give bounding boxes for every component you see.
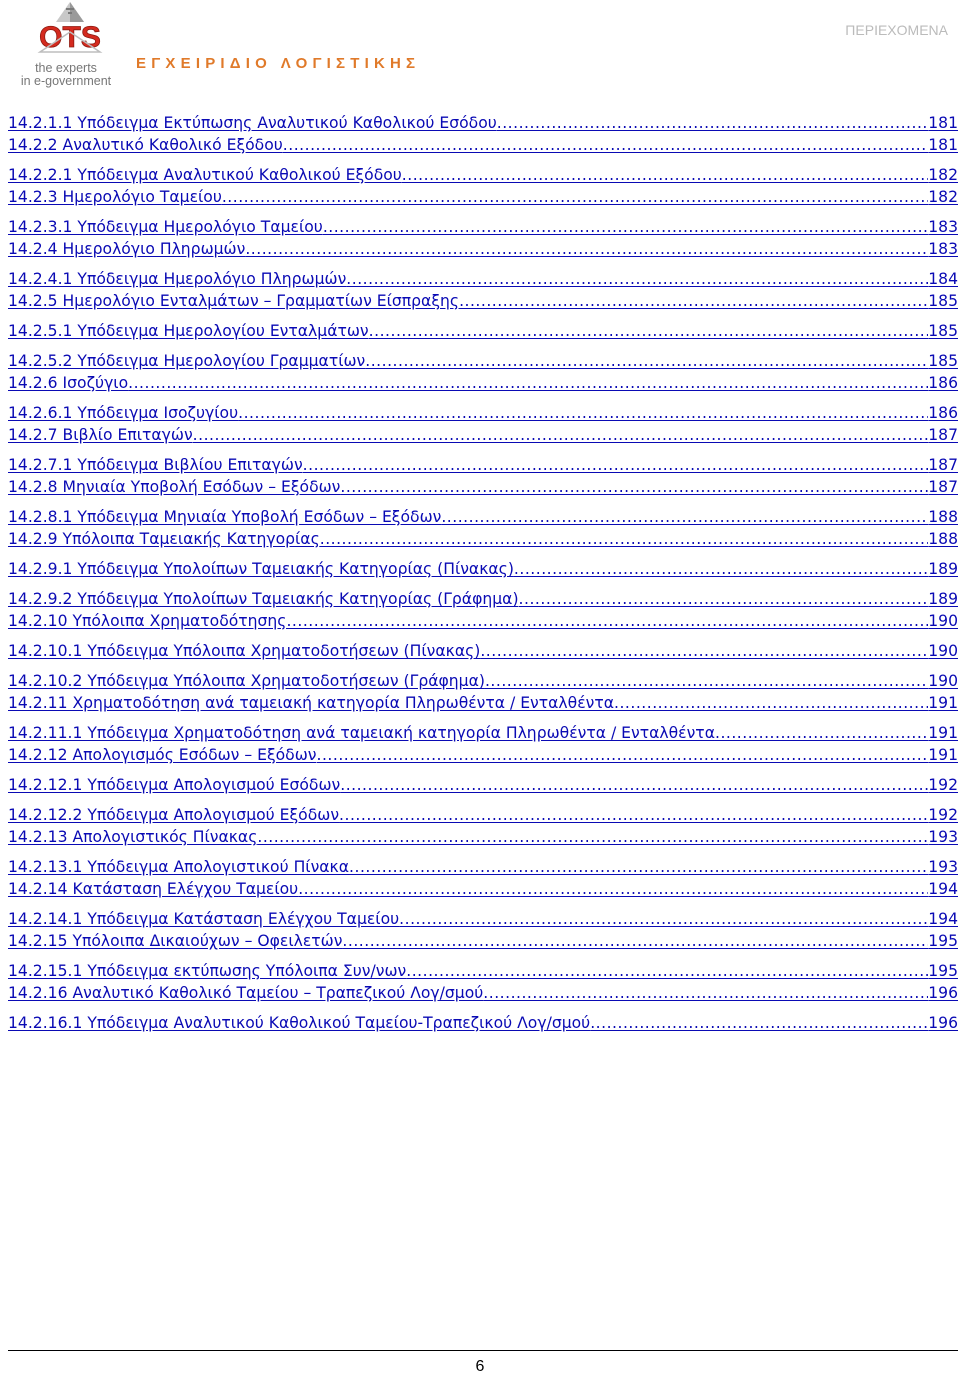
toc-entry-page: 185 <box>928 322 958 340</box>
toc-entry[interactable] <box>8 641 958 661</box>
toc-entry[interactable] <box>8 909 958 929</box>
toc-dot-leader <box>303 455 929 475</box>
toc-entry-title: 14.2.16 Αναλυτικό Καθολικό Ταμείου – Τραπεζικού Λογ/σμού <box>8 984 484 1002</box>
toc-dot-leader <box>519 589 929 609</box>
toc-entry[interactable] <box>8 351 958 371</box>
toc-entry[interactable] <box>8 805 958 825</box>
toc-entry[interactable] <box>8 857 958 877</box>
logo-tagline-line-1: the experts <box>35 61 97 75</box>
toc-entry[interactable] <box>8 477 958 497</box>
toc-entry-title: 14.2.2.1 Υπόδειγμα Αναλυτικού Καθολικού Εξόδου <box>8 166 402 184</box>
toc-entry-title: 14.2.12.1 Υπόδειγμα Απολογισμού Εσόδων <box>8 776 341 794</box>
toc-entry-title: 14.2.12.2 Υπόδειγμα Απολογισμού Εξόδων <box>8 806 340 824</box>
toc-entry[interactable] <box>8 455 958 475</box>
toc-entry-title: 14.2.13 Απολογιστικός Πίνακας <box>8 828 258 846</box>
toc-dot-leader <box>614 693 928 713</box>
toc-dot-leader <box>286 611 928 631</box>
toc-entry[interactable] <box>8 827 958 847</box>
toc-entry-page: 184 <box>928 270 958 288</box>
toc-entry-title: 14.2.14 Κατάσταση Ελέγχου Ταμείου <box>8 880 299 898</box>
toc-entry[interactable] <box>8 403 958 423</box>
toc-entry-title: 14.2.4 Ημερολόγιο Πληρωμών <box>8 240 246 258</box>
toc-entry[interactable] <box>8 135 958 155</box>
toc-entry-page: 186 <box>928 374 958 392</box>
toc-entry[interactable] <box>8 723 958 743</box>
toc-entry-title: 14.2.3.1 Υπόδειγμα Ημερολόγιο Ταμείου <box>8 218 323 236</box>
toc-entry-title: 14.2.14.1 Υπόδειγμα Κατάσταση Ελέγχου Ταμείου <box>8 910 400 928</box>
logo-wordmark: OTS <box>39 21 101 54</box>
toc-entry-page: 188 <box>928 508 958 526</box>
toc-entry-title: 14.2.2 Αναλυτικό Καθολικό Εξόδου <box>8 136 283 154</box>
toc-entry-page: 182 <box>928 166 958 184</box>
logo-tagline <box>2 62 130 88</box>
toc-dot-leader <box>317 745 929 765</box>
toc-entry-title: 14.2.7 Βιβλίο Επιταγών <box>8 426 193 444</box>
toc-entry-page: 190 <box>928 642 958 660</box>
toc-entry-page: 191 <box>928 724 958 742</box>
toc-dot-leader <box>257 827 928 847</box>
toc-entry-title: 14.2.11.1 Υπόδειγμα Χρηματοδότηση ανά ταμειακή κατηγορία Πληρωθέντα / Ενταλθέντα <box>8 724 715 742</box>
toc-dot-leader <box>339 805 928 825</box>
toc-dot-leader <box>399 909 928 929</box>
document-title: ΕΓΧΕΙΡΙΔΙΟ ΛΟΓΙΣΤΙΚΗΣ <box>136 55 421 72</box>
toc-entry-title: 14.2.15 Υπόλοιπα Δικαιούχων – Οφειλετών <box>8 932 343 950</box>
toc-entry[interactable] <box>8 931 958 951</box>
toc-entry-title: 14.2.13.1 Υπόδειγμα Απολογιστικού Πίνακα <box>8 858 350 876</box>
toc-entry[interactable] <box>8 775 958 795</box>
toc-entry-page: 181 <box>928 136 958 154</box>
toc-entry-page: 192 <box>928 806 958 824</box>
toc-entry-page: 193 <box>928 828 958 846</box>
toc-dot-leader <box>365 351 928 371</box>
toc-dot-leader <box>459 291 928 311</box>
toc-entry-title: 14.2.10.1 Υπόδειγμα Υπόλοιπα Χρηματοδοτήσεων (Πίνακας) <box>8 642 481 660</box>
page-header <box>0 0 960 95</box>
toc-entry-page: 185 <box>928 292 958 310</box>
toc-entry[interactable] <box>8 879 958 899</box>
toc-entry-page: 190 <box>928 612 958 630</box>
toc-dot-leader <box>349 857 928 877</box>
toc-entry-title: 14.2.1.1 Υπόδειγμα Εκτύπωσης Αναλυτικού Καθολικού Εσόδου <box>8 114 497 132</box>
toc-dot-leader <box>514 559 928 579</box>
toc-entry-page: 193 <box>928 858 958 876</box>
toc-entry[interactable] <box>8 187 958 207</box>
toc-entry-title: 14.2.6.1 Υπόδειγμα Ισοζυγίου <box>8 404 239 422</box>
toc-dot-leader <box>497 113 928 133</box>
toc-entry-title: 14.2.16.1 Υπόδειγμα Αναλυτικού Καθολικού Ταμείου-Τραπεζικού Λογ/σμού <box>8 1014 591 1032</box>
toc-dot-leader <box>128 373 928 393</box>
toc-dot-leader <box>590 1013 928 1033</box>
toc-entry-page: 194 <box>928 910 958 928</box>
page-number: 6 <box>475 1358 485 1375</box>
toc-dot-leader <box>346 269 928 289</box>
toc-entry-page: 183 <box>928 218 958 236</box>
toc-dot-leader <box>193 425 929 445</box>
toc-dot-leader <box>320 529 929 549</box>
toc-entry[interactable] <box>8 373 958 393</box>
toc-entry-title: 14.2.11 Χρηματοδότηση ανά ταμειακή κατηγορία Πληρωθέντα / Ενταλθέντα <box>8 694 615 712</box>
toc-entry[interactable] <box>8 529 958 549</box>
toc-entry-title: 14.2.10.2 Υπόδειγμα Υπόλοιπα Χρηματοδοτήσεων (Γράφημα) <box>8 672 485 690</box>
toc-entry-page: 187 <box>928 478 958 496</box>
toc-dot-leader <box>483 983 928 1003</box>
toc-dot-leader <box>480 641 928 661</box>
toc-dot-leader <box>441 507 928 527</box>
toc-entry-page: 196 <box>928 1014 958 1032</box>
toc-entry-page: 189 <box>928 590 958 608</box>
toc-entry-title: 14.2.9 Υπόλοιπα Ταμειακής Κατηγορίας <box>8 530 320 548</box>
toc-entry[interactable] <box>8 1013 958 1033</box>
toc-entry-title: 14.2.3 Ημερολόγιο Ταμείου <box>8 188 222 206</box>
toc-entry-page: 187 <box>928 426 958 444</box>
toc-entry-page: 194 <box>928 880 958 898</box>
toc-entry-page: 195 <box>928 932 958 950</box>
toc-entry-title: 14.2.4.1 Υπόδειγμα Ημερολόγιο Πληρωμών <box>8 270 347 288</box>
toc-dot-leader <box>340 775 928 795</box>
toc-entry-page: 191 <box>928 746 958 764</box>
toc-entry-title: 14.2.8.1 Υπόδειγμα Μηνιαία Υποβολή Εσόδων – Εξόδων <box>8 508 442 526</box>
toc-entry-title: 14.2.12 Απολογισμός Εσόδων – Εξόδων <box>8 746 317 764</box>
toc-entry-title: 14.2.5.1 Υπόδειγμα Ημερολογίου Ενταλμάτων <box>8 322 369 340</box>
toc-entry[interactable] <box>8 165 958 185</box>
toc-entry[interactable] <box>8 321 958 341</box>
section-title: ΠΕΡΙΕΧΟΜΕΝΑ <box>845 22 948 38</box>
toc-entry[interactable] <box>8 961 958 981</box>
toc-dot-leader <box>402 165 928 185</box>
toc-entry-title: 14.2.9.1 Υπόδειγμα Υπολοίπων Ταμειακής Κατηγορίας (Πίνακας) <box>8 560 514 578</box>
toc-entry-page: 186 <box>928 404 958 422</box>
toc-entry-page: 183 <box>928 240 958 258</box>
logo-tagline-line-2: in e-government <box>20 74 112 88</box>
toc-entry-page: 185 <box>928 352 958 370</box>
ots-logo-mark <box>6 2 130 64</box>
toc-dot-leader <box>485 671 928 691</box>
toc-entry[interactable] <box>8 291 958 311</box>
toc-entry[interactable] <box>8 239 958 259</box>
toc-entry-title: 14.2.8 Μηνιαία Υποβολή Εσόδων – Εξόδων <box>8 478 341 496</box>
toc-entry[interactable] <box>8 507 958 527</box>
footer-divider <box>8 1350 958 1351</box>
toc-entry[interactable] <box>8 745 958 765</box>
toc-entry-page: 190 <box>928 672 958 690</box>
toc-dot-leader <box>283 135 928 155</box>
toc-entry-page: 196 <box>928 984 958 1002</box>
toc-entry-page: 181 <box>928 114 958 132</box>
toc-dot-leader <box>342 931 928 951</box>
toc-dot-leader <box>298 879 928 899</box>
toc-entry-page: 191 <box>928 694 958 712</box>
toc-entry[interactable] <box>8 693 958 713</box>
toc-entry-page: 189 <box>928 560 958 578</box>
toc-entry-title: 14.2.5.2 Υπόδειγμα Ημερολογίου Γραμματίων <box>8 352 366 370</box>
toc-entry[interactable] <box>8 269 958 289</box>
toc-entry-page: 192 <box>928 776 958 794</box>
toc-dot-leader <box>369 321 929 341</box>
toc-entry-title: 14.2.10 Υπόλοιπα Χρηματοδότησης <box>8 612 287 630</box>
toc-dot-leader <box>323 217 928 237</box>
toc-dot-leader <box>715 723 928 743</box>
toc-entry-title: 14.2.9.2 Υπόδειγμα Υπολοίπων Ταμειακής Κατηγορίας (Γράφημα) <box>8 590 519 608</box>
toc-entry-page: 187 <box>928 456 958 474</box>
toc-dot-leader <box>222 187 928 207</box>
toc-dot-leader <box>245 239 928 259</box>
toc-entry[interactable] <box>8 611 958 631</box>
toc-dot-leader <box>340 477 928 497</box>
toc-dot-leader <box>238 403 928 423</box>
toc-entry-title: 14.2.6 Ισοζύγιο <box>8 374 129 392</box>
toc-entry-page: 188 <box>928 530 958 548</box>
toc-entry-page: 182 <box>928 188 958 206</box>
toc-entry[interactable] <box>8 589 958 609</box>
toc-entry[interactable] <box>8 559 958 579</box>
toc-entry-title: 14.2.5 Ημερολόγιο Ενταλμάτων – Γραμματίων Είσπραξης <box>8 292 460 310</box>
toc-entry[interactable] <box>8 671 958 691</box>
toc-entry[interactable] <box>8 983 958 1003</box>
toc-entry-title: 14.2.7.1 Υπόδειγμα Βιβλίου Επιταγών <box>8 456 303 474</box>
toc-entry-page: 195 <box>928 962 958 980</box>
toc-dot-leader <box>406 961 928 981</box>
toc-entry[interactable] <box>8 425 958 445</box>
toc-entry[interactable] <box>8 113 958 133</box>
toc-entry-title: 14.2.15.1 Υπόδειγμα εκτύπωσης Υπόλοιπα Συν/νων <box>8 962 407 980</box>
toc-entry[interactable] <box>8 217 958 237</box>
